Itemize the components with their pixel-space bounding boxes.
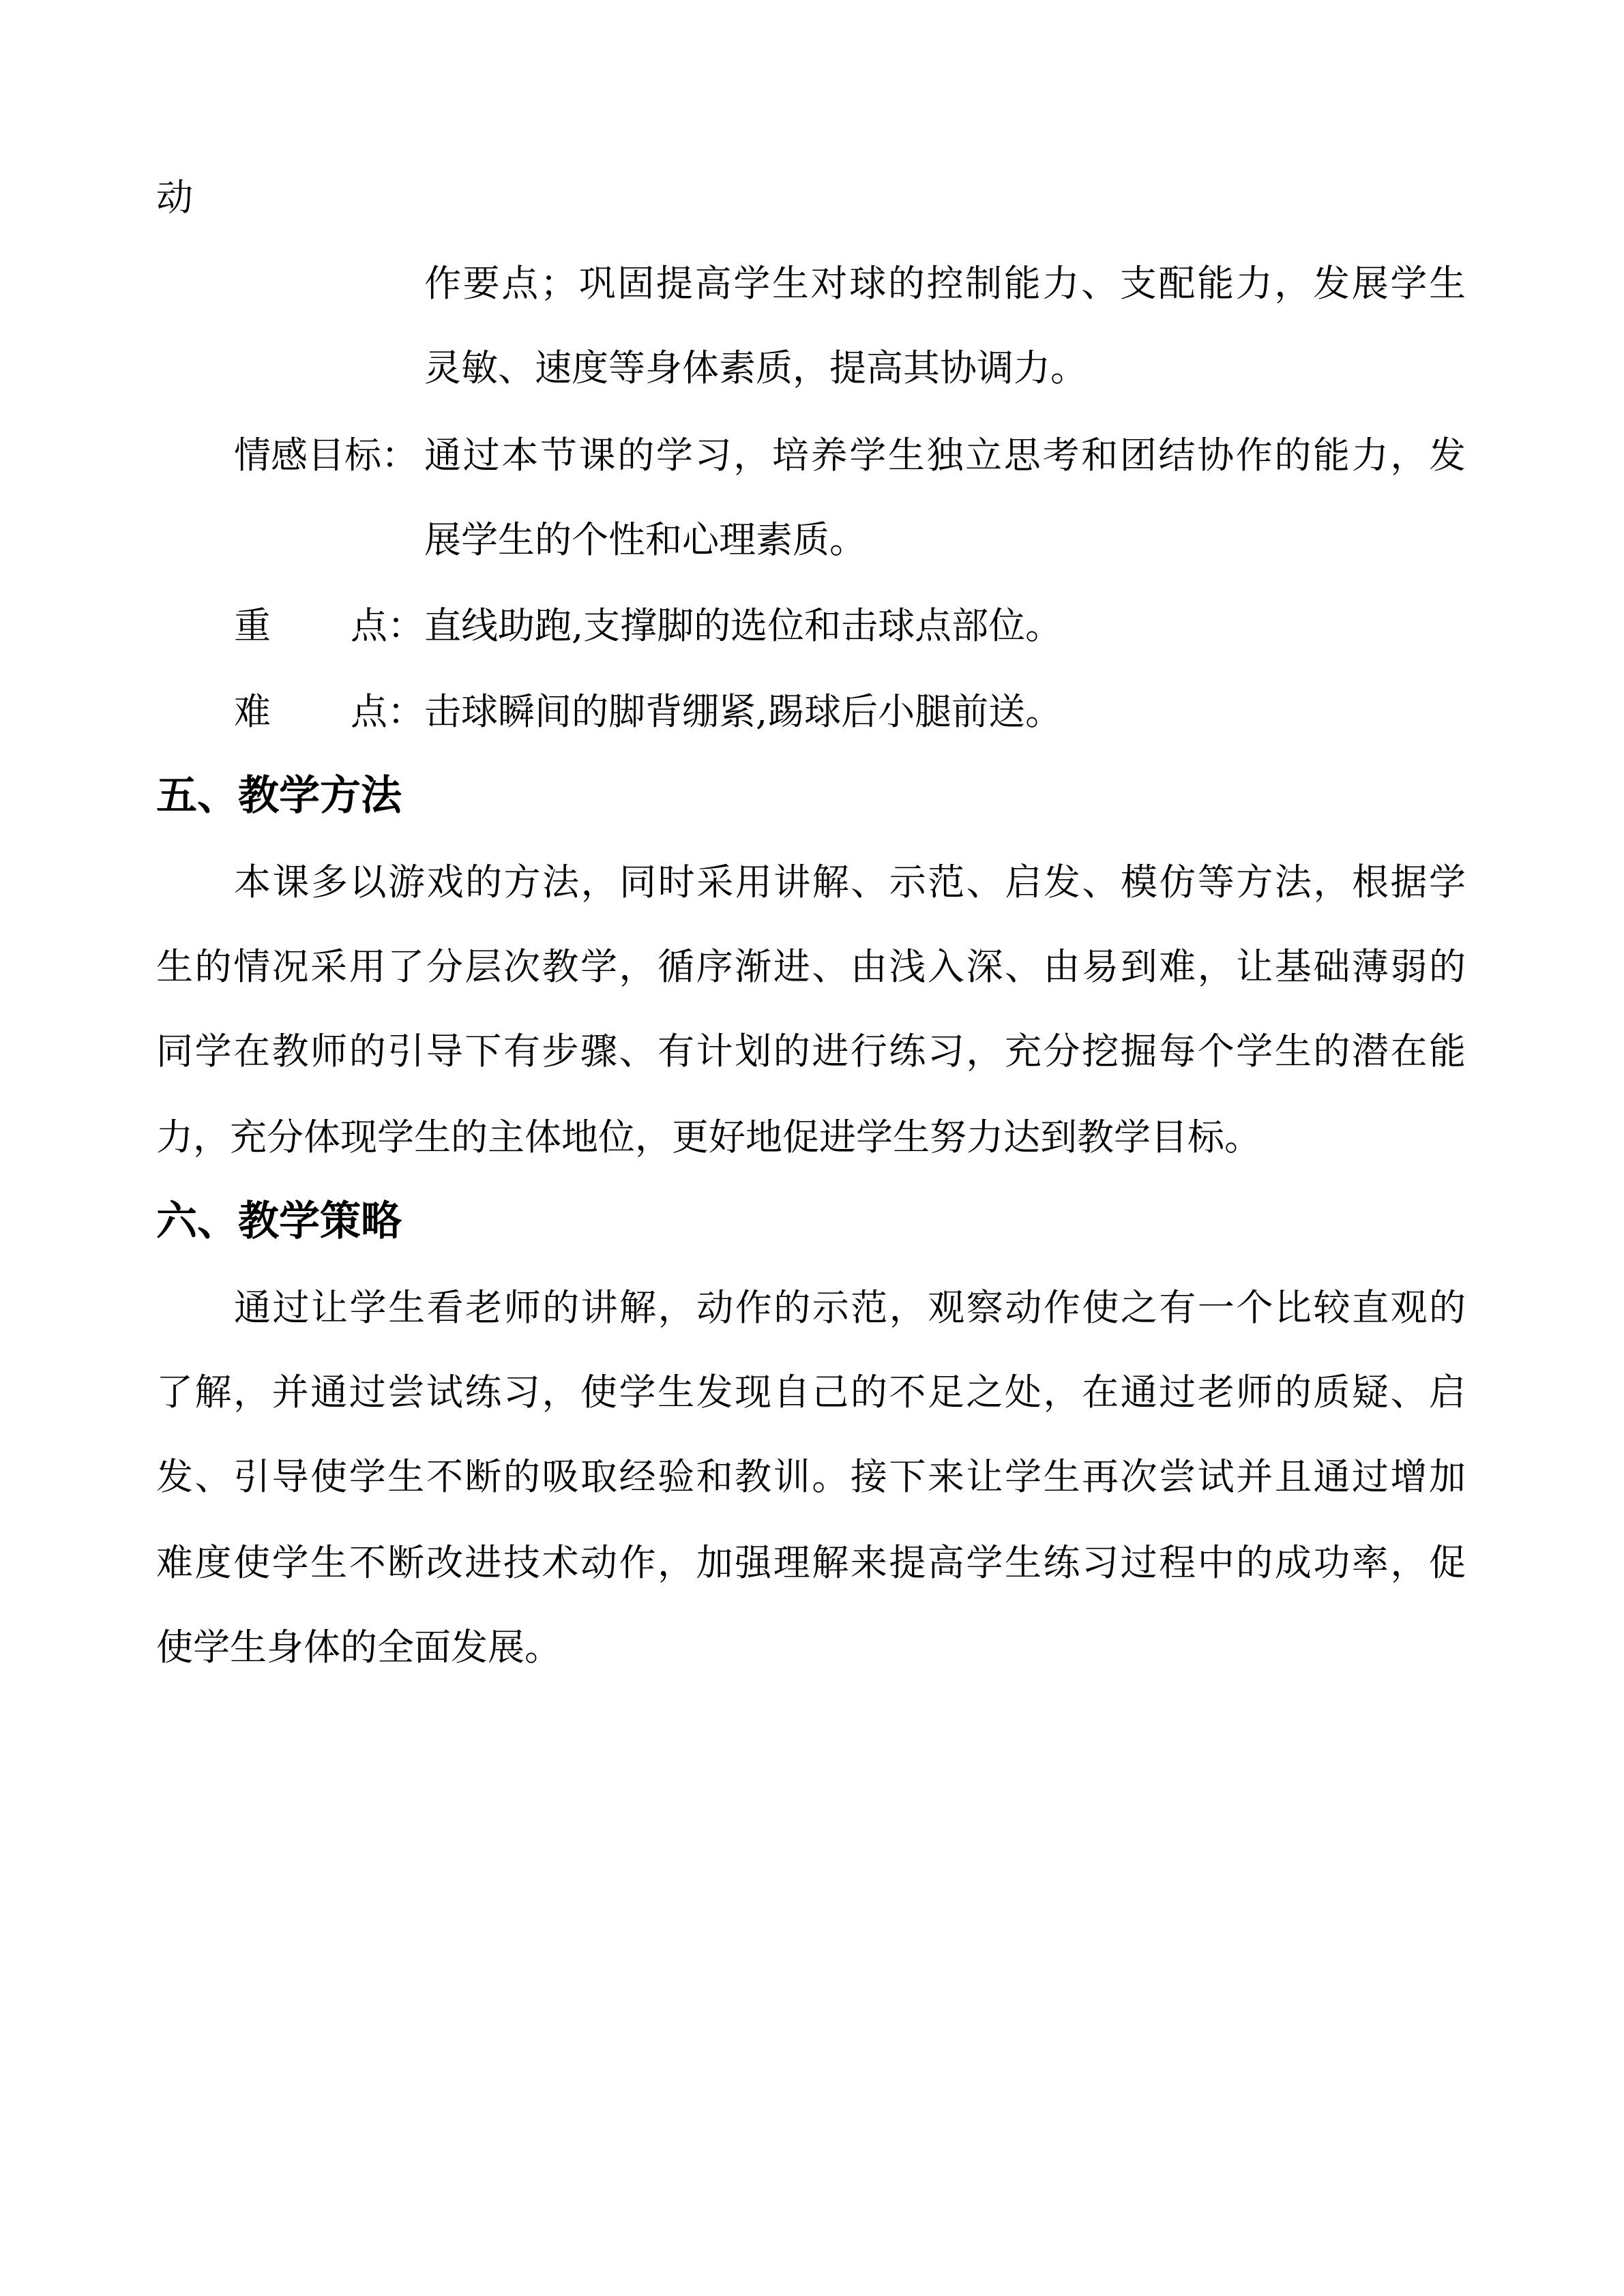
skill-goal-line-1: 作要点；巩固提高学生对球的控制能力、支配能力，发展学生 xyxy=(424,262,1466,305)
section-6-line-5: 使学生身体的全面发展。 xyxy=(156,1626,561,1669)
section-6-line-4: 难度使学生不断改进技术动作，加强理解来提高学生练习过程中的成功率，促 xyxy=(156,1541,1466,1584)
difficult-point-label-a: 难 xyxy=(234,690,271,733)
section-5-line-3: 同学在教师的引导下有步骤、有计划的进行练习，充分挖掘每个学生的潜在能 xyxy=(156,1030,1466,1073)
section-6-line-3: 发、引导使学生不断的吸取经验和教训。接下来让学生再次尝试并且通过增加 xyxy=(156,1455,1466,1498)
difficult-point-label-b: 点： xyxy=(351,690,424,733)
key-point-label-a: 重 xyxy=(234,604,271,647)
emotion-goal-label: 情感目标： xyxy=(234,434,418,477)
page-top-fragment: 动 xyxy=(156,176,193,219)
emotion-goal-line-1: 通过本节课的学习，培养学生独立思考和团结协作的能力，发 xyxy=(424,434,1466,477)
key-point-text: 直线助跑,支撑脚的选位和击球点部位。 xyxy=(424,604,1063,647)
difficult-point-text: 击球瞬间的脚背绷紧,踢球后小腿前送。 xyxy=(424,690,1063,733)
emotion-goal-line-2: 展学生的个性和心理素质。 xyxy=(424,518,866,561)
section-6-line-1: 通过让学生看老师的讲解，动作的示范，观察动作使之有一个比较直观的 xyxy=(234,1286,1466,1329)
skill-goal-line-2: 灵敏、速度等身体素质，提高其协调力。 xyxy=(424,346,1087,389)
section-5-line-4: 力，充分体现学生的主体地位，更好地促进学生努力达到教学目标。 xyxy=(156,1116,1261,1159)
section-5-line-2: 生的情况采用了分层次教学，循序渐进、由浅入深、由易到难，让基础薄弱的 xyxy=(156,945,1466,988)
key-point-label xyxy=(234,604,424,648)
section-6-line-2: 了解，并通过尝试练习，使学生发现自己的不足之处，在通过老师的质疑、启 xyxy=(156,1371,1466,1414)
section-5-line-1: 本课多以游戏的方法，同时采用讲解、示范、启发、模仿等方法，根据学 xyxy=(234,861,1466,904)
difficult-point-label xyxy=(234,690,424,734)
key-point-label-b: 点： xyxy=(351,604,424,647)
section-5-title: 五、教学方法 xyxy=(156,772,402,820)
section-6-title: 六、教学策略 xyxy=(156,1197,402,1245)
